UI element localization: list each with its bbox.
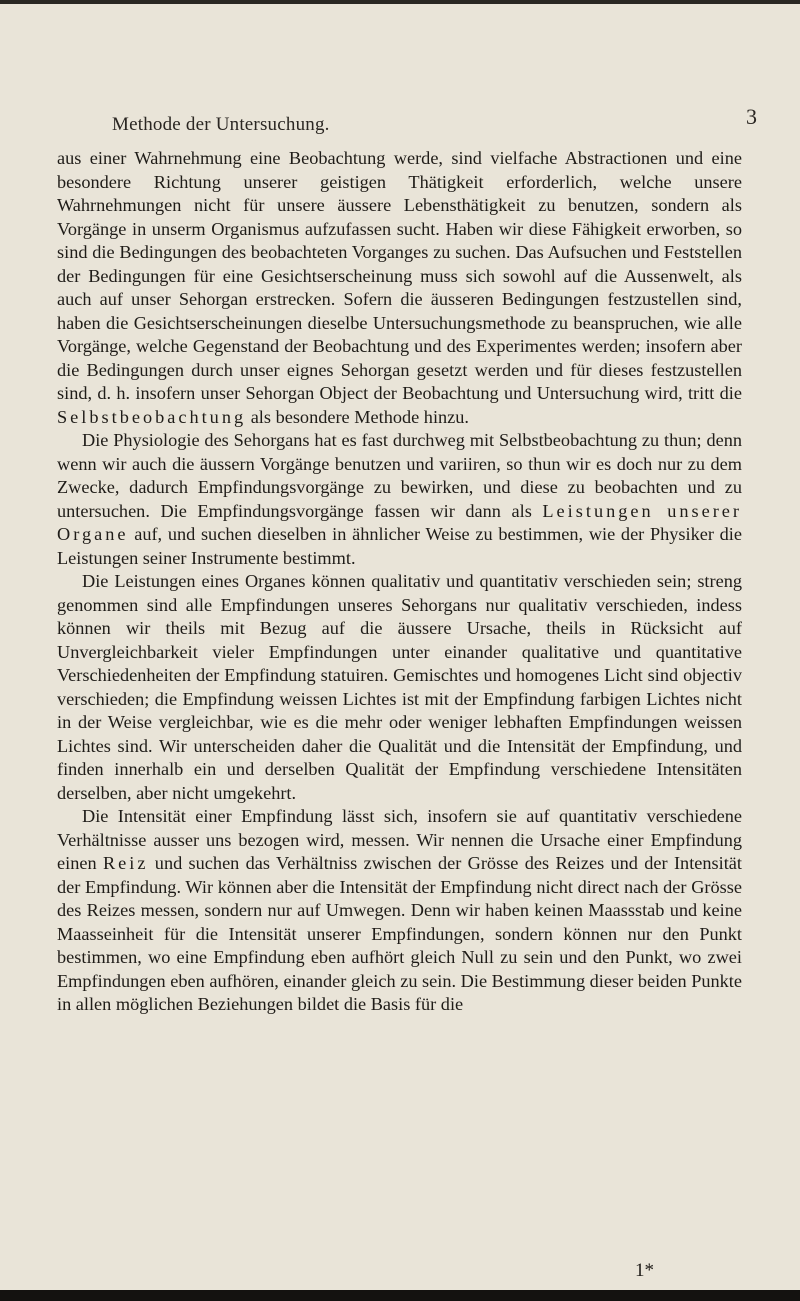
paragraph-text: als besondere Methode hinzu. [250,406,469,427]
paragraph-text: und suchen das Verhältniss zwischen der Grösse des Reizes und der Intensität der Empfindung. Wir können aber die Intensität der Empfindung nicht direct nach der Grösse des Reizes messen, sondern nur auf Umwegen. Denn wir haben keinen Maassstab und keine Maasseinheit für die Intensität unserer Empfindungen, sondern können nur den Punkt bestimmen, wo eine Empfindung eben aufhört gleich Null zu sein und den Punkt, wo zwei Empfindungen eben aufhören, einander gleich zu sein. Die Bestimmung dieser beiden Punkte in allen möglichen Beziehungen bildet die Basis für die [57,853,742,1014]
paragraph-text: Die Intensität einer Empfindung lässt sich, insofern sie auf quantitativ verschiedene Verhältnisse ausser uns bezogen wird, messen. Wir nennen die Ursache einer Empfindung einen [57,806,742,873]
paragraph-4 [57,805,742,1017]
page-number: 3 [746,104,757,129]
paragraph-text: auf, und suchen dieselben in ähnlicher Weise zu bestimmen, wie der Physiker die Leistungen seiner Instrumente bestimmt. [57,524,742,568]
bottom-edge-rule [0,1290,800,1301]
paragraph-text: Die Leistungen eines Organes können qualitativ und quantitativ verschieden sein; streng genommen sind alle Empfindungen unseres Sehorgans nur qualitativ verschieden, indess können wir theils mit Bezug auf die äussere Ursache, theils in Rücksicht auf Unvergleichbarkeit vieler Empfindungen unter einander qualitative und quantitative Verschiedenheiten der Empfindung statuiren. Gemischtes und homogenes Licht sind objectiv verschieden; die Empfindung weissen Lichtes ist mit der Empfindung farbigen Lichtes nicht in der Weise vergleichbar, wie es die mehr oder weniger lebhaften Empfindungen weissen Lichtes sind. Wir unterscheiden daher die Qualität und die Intensität der Empfindung, und finden innerhalb ein und derselben Qualität der Empfindung verschiedene Intensitäten derselben, aber nicht umgekehrt. [57,571,742,803]
paragraph-1 [57,147,742,429]
top-edge-rule [0,0,800,4]
body-text [57,147,742,1017]
paragraph-text: Die Physiologie des Sehorgans hat es fast durchweg mit Selbstbeobachtung zu thun; denn wenn wir auch die äussern Vorgänge benutzen und variiren, so thun wir es doch nur zu dem Zwecke, dadurch Empfindungsvorgänge zu bewirken, und diese zu beobachten und zu untersuchen. Die Empfindungsvorgänge fassen wir dann als [57,430,742,521]
paragraph-text: aus einer Wahrnehmung eine Beobachtung werde, sind vielfache Abstractionen und eine besondere Richtung unserer geistigen Thätigkeit erforderlich, welche unsere Wahrnehmungen nicht für unsere äussere Lebensthätigkeit zu benutzen, sondern als Vorgänge in unserm Organismus aufzufassen sucht. Haben wir diese Fähigkeit erworben, so sind die Bedingungen des beobachteten Vorganges zu suchen. Das Aufsuchen und Feststellen der Bedingungen für eine Gesichtserscheinung muss sich sowohl auf die Aussenwelt, als auch auf unser Sehorgan erstrecken. Sofern die äusseren Bedingungen festzustellen sind, haben die Gesichtserscheinungen dieselbe Untersuchungsmethode zu beanspruchen, wie alle Vorgänge, welche Gegenstand der Beobachtung und des Experimentes werden; insofern aber die Bedingungen durch unser eignes Sehorgan gesetzt werden und für dieses festzustellen sind, d. h. insofern unser Sehorgan Object der Beobachtung und Untersuchung wird, tritt die [57,148,742,403]
spaced-term: Selbstbeobachtung [57,406,247,427]
spaced-term: Leistungen unserer Organe [57,500,742,544]
signature-mark: 1* [635,1260,654,1281]
running-head: Methode der Untersuchung. [112,114,330,135]
paragraph-3 [57,570,742,805]
paragraph-2 [57,429,742,570]
spaced-term: Reiz [102,853,149,873]
